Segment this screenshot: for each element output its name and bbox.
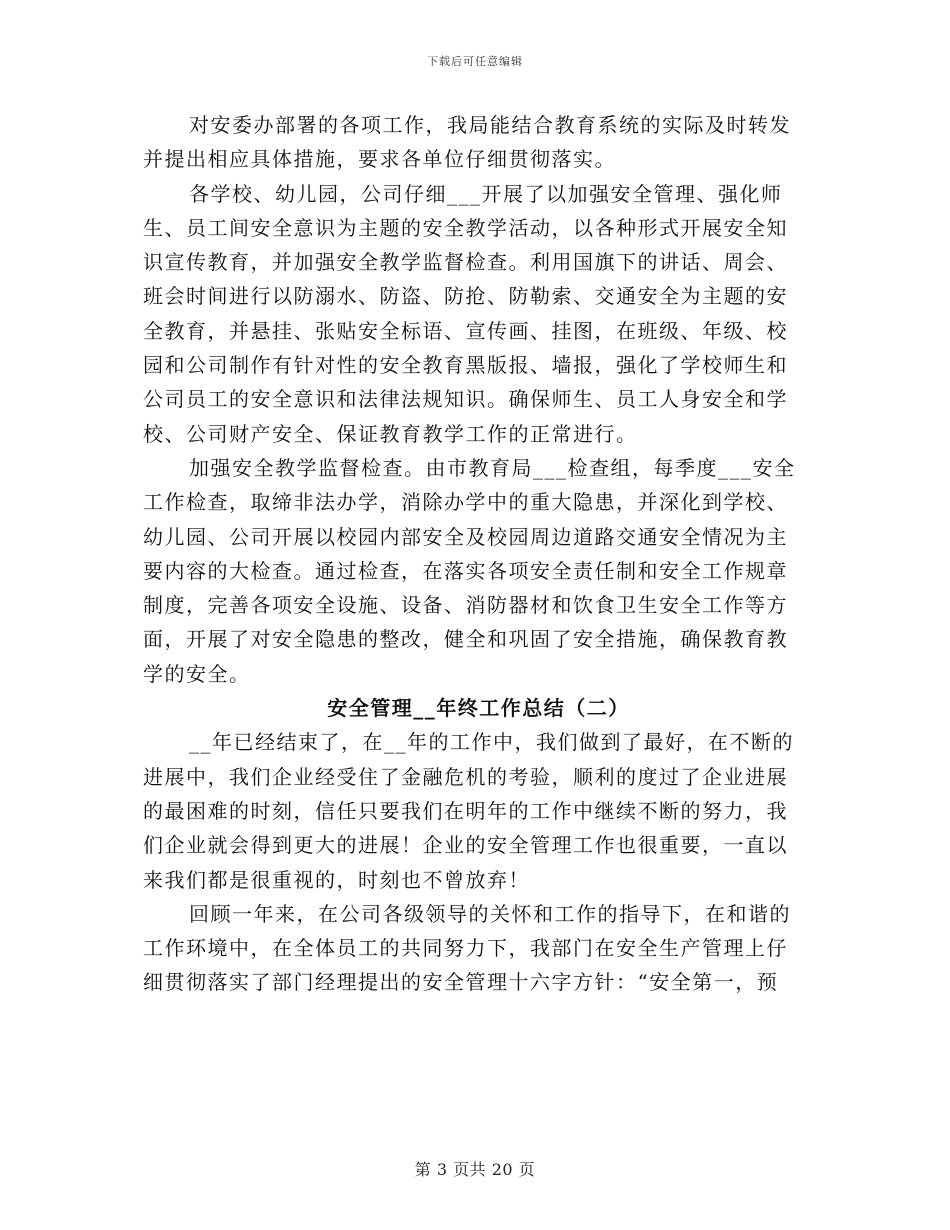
- paragraph: __年已经结束了，在__年的工作中，我们做到了最好，在不断的进展中，我们企业经受住了金融危机的考验，顺利的度过了企业进展的最困难的时刻，信任只要我们在明年的工作中继续不断的努力，我们企业就会得到更大的进展！企业的安全管理工作也很重要，一直以来我们都是很重视的，时刻也不曾放弃！: [143, 730, 794, 892]
- paragraph: 回顾一年来，在公司各级领导的关怀和工作的指导下，在和谐的工作环境中，在全体员工的共同努力下，我部门在安全生产管理上仔细贯彻落实了部门经理提出的安全管理十六字方针：“安全第一，预: [143, 901, 791, 995]
- document-body: [143, 108, 808, 1000]
- paragraph: 对安委办部署的各项工作，我局能结合教育系统的实际及时转发并提出相应具体措施，要求各单位仔细贯彻落实。: [143, 113, 791, 172]
- section-heading: 安全管理__年终工作总结（二）: [327, 696, 630, 721]
- page-footer: 第 3 页共 20 页: [414, 1160, 536, 1179]
- paragraph: 各学校、幼儿园，公司仔细___开展了以加强安全管理、强化师生、员工间安全意识为主题的安全教学活动，以各种形式开展安全知识宣传教育，并加强安全教学监督检查。利用国旗下的讲话、周会、班会时间进行以防溺水、防盗、防抢、防勒索、交通安全为主题的安全教育，并悬挂、张贴安全标语、宣传画、挂图，在班级、年级、校园和公司制作有针对性的安全教育黑版报、墙报，强化了学校师生和公司员工的安全意识和法律法规知识。确保师生、员工人身安全和学校、公司财产安全、保证教育教学工作的正常进行。: [143, 181, 788, 446]
- page-header: 下载后可任意编辑: [427, 55, 523, 68]
- paragraph: 加强安全教学监督检查。由市教育局___检查组，每季度___安全工作检查，取缔非法办学，消除办学中的重大隐患，并深化到学校、幼儿园、公司开展以校园内部安全及校园周边道路交通安全情况为主要内容的大检查。通过检查，在落实各项安全责任制和安全工作规章制度，完善各项安全设施、设备、消防器材和饮食卫生安全工作等方面，开展了对安全隐患的整改，健全和巩固了安全措施，确保教育教学的安全。: [143, 455, 796, 686]
